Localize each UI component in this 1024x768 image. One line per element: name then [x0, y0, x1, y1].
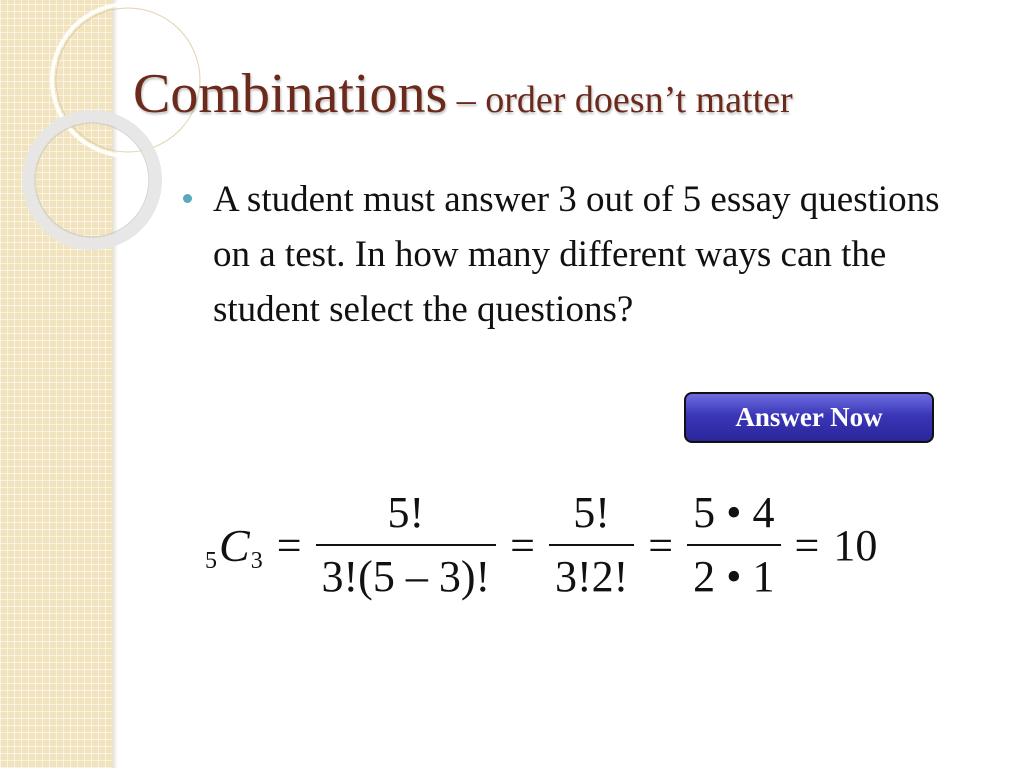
equals-sign: =	[276, 520, 302, 570]
bullet-item	[183, 172, 983, 337]
answer-now-button[interactable]: Answer Now	[684, 392, 934, 443]
formula-r: 3	[250, 547, 263, 574]
bullet-text: A student must answer 3 out of 5 essay questions on a test. In how many different ways can the student select the questions?	[213, 179, 940, 330]
fraction-factorial	[316, 490, 497, 600]
fraction-denominator: 2 • 1	[693, 552, 775, 601]
fraction-simplified	[549, 490, 634, 600]
formula-result: 10	[833, 520, 878, 570]
decorative-left-strip	[0, 0, 112, 768]
fraction-denominator: 3!2!	[554, 552, 629, 601]
combination-formula	[205, 475, 877, 615]
fraction-numerator: 5!	[573, 488, 610, 537]
title-main: Combinations	[133, 63, 448, 125]
strip-shadow	[112, 0, 118, 768]
fraction-numerator: 5 • 4	[693, 488, 775, 537]
slide-title	[133, 62, 793, 126]
bullet-dot-icon	[183, 194, 192, 203]
equals-sign: =	[648, 520, 674, 570]
equals-sign: =	[510, 520, 535, 570]
combination-symbol	[205, 519, 263, 572]
title-subtitle: – order doesn’t matter	[447, 79, 793, 121]
fraction-product	[687, 490, 780, 600]
formula-c: C	[219, 519, 250, 571]
formula-n: 5	[205, 547, 217, 574]
fraction-denominator: 3!(5 – 3)!	[321, 552, 491, 601]
equals-sign: =	[794, 520, 820, 570]
fraction-numerator: 5!	[387, 488, 425, 537]
